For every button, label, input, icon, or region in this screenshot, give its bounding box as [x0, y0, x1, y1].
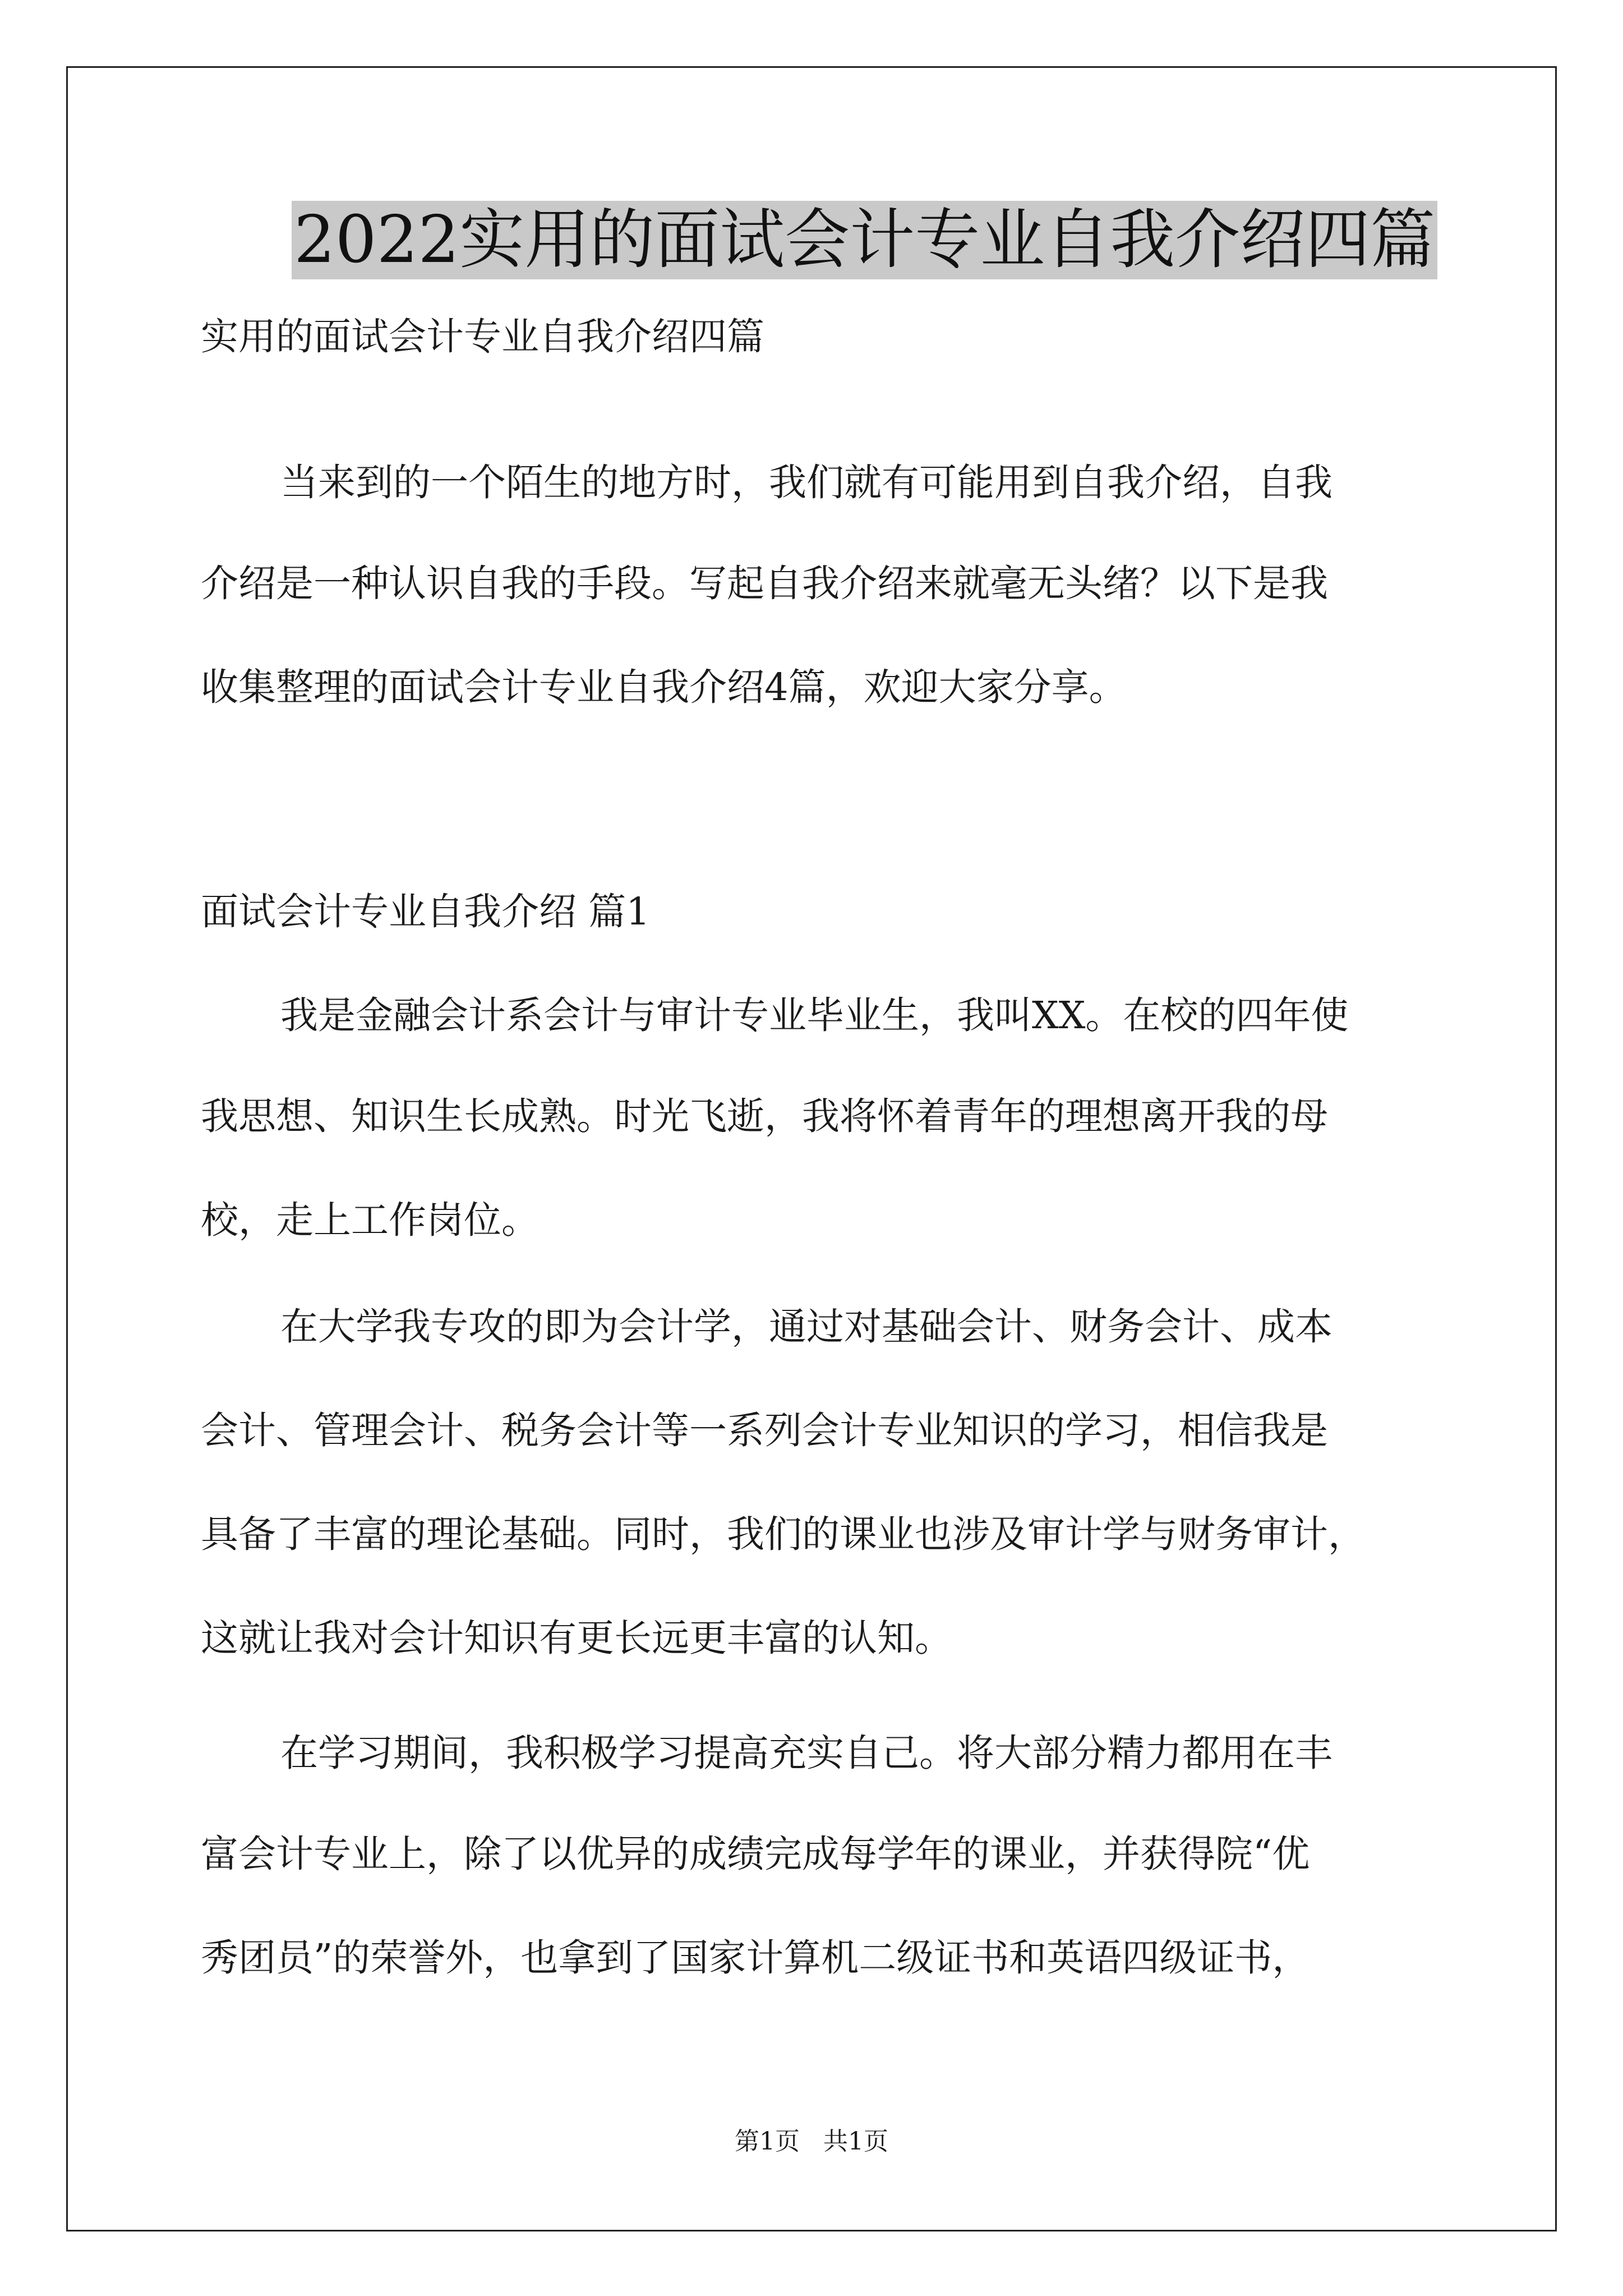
- paragraph1-line-3: 校，走上工作岗位。: [201, 1198, 539, 1242]
- section-heading: 面试会计专业自我介绍 篇1: [201, 890, 650, 933]
- paragraph2-line-1: 在大学我专攻的即为会计学，通过对基础会计、财务会计、成本: [280, 1305, 1332, 1349]
- document-subtitle: 实用的面试会计专业自我介绍四篇: [201, 315, 764, 358]
- intro-line-3: 收集整理的面试会计专业自我介绍4篇，欢迎大家分享。: [201, 665, 1127, 709]
- document-title: 2022实用的面试会计专业自我介绍四篇: [292, 201, 1437, 279]
- paragraph3-line-3: 秀团员”的荣誉外，也拿到了国家计算机二级证书和英语四级证书，: [201, 1936, 1310, 1980]
- paragraph3-line-2: 富会计专业上，除了以优异的成绩完成每学年的课业，并获得院“优: [201, 1832, 1310, 1876]
- page-number-footer: 第1页 共1页: [735, 2127, 888, 2156]
- paragraph1-line-2: 我思想、知识生长成熟。时光飞逝，我将怀着青年的理想离开我的母: [201, 1094, 1328, 1138]
- paragraph2-line-3: 具备了丰富的理论基础。同时，我们的课业也涉及审计学与财务审计，: [201, 1512, 1366, 1556]
- page-border: [66, 66, 1557, 2231]
- paragraph1-line-1: 我是金融会计系会计与审计专业毕业生，我叫XX。在校的四年使: [280, 993, 1349, 1037]
- intro-line-1: 当来到的一个陌生的地方时，我们就有可能用到自我介绍，自我: [280, 461, 1332, 504]
- paragraph2-line-2: 会计、管理会计、税务会计等一系列会计专业知识的学习，相信我是: [201, 1409, 1328, 1452]
- intro-line-2: 介绍是一种认识自我的手段。写起自我介绍来就毫无头绪？以下是我: [201, 562, 1328, 605]
- paragraph3-line-1: 在学习期间，我积极学习提高充实自己。将大部分精力都用在丰: [280, 1731, 1332, 1775]
- paragraph2-line-4: 这就让我对会计知识有更长远更丰富的认知。: [201, 1616, 952, 1660]
